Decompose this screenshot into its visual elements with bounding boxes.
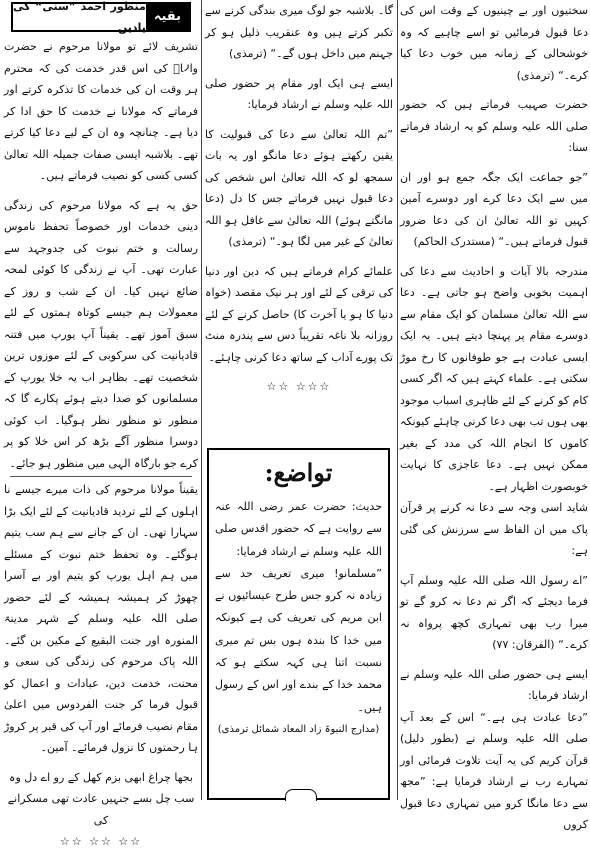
hadith-text: ”مسلمانو! میری تعریف حد سے زیادہ نہ کرو جس طرح عیسائیوں نے ابن مریم کی تعریف کی ہے کیونکہ میں خدا کا بندہ ہوں بس تم میری نسبت اتنا ہی کہہ سکتے ہو کہ محمد خدا کے بندے اور اس کے رسول ہیں۔	[215, 566, 382, 714]
paragraph: ایسے ہی ایک اور مقام پر حضور صلی اللہ علیہ وسلم نے ارشاد فرمایا:	[205, 76, 393, 111]
paragraph: شاید اسی وجہ سے دعا نہ کرنے پر قرآن پاک میں ان الفاظ سے سرزنش کی گئی ہے:	[400, 501, 588, 557]
quote-paragraph: ”جو جماعت ایک جگہ جمع ہو اور ان میں سے ایک دعا کرے اور دوسرے آمین کہیں تو اللہ تعالیٰ ان کی دعا ضرور قبول فرماتے ہیں۔“ (مستدرک الحاکم)	[400, 170, 588, 248]
quote-paragraph: ”تم اللہ تعالیٰ سے دعا کی قبولیت کا یقین رکھتے ہوئے دعا مانگو اور یہ بات سمجھ لو کہ اللہ تعالیٰ اس شخص کی دعا قبول نہیں فرماتے جس کا دل (دعا مانگتے ہوئے) اللہ تعالیٰ سے غافل ہو اللہ تعالیٰ کے غیر میں لگا ہو۔“ (ترمذی)	[205, 127, 393, 248]
continued-title: منظور احمد ”سنی“ کی یادیں	[13, 0, 146, 34]
continued-tag: بقیہ	[146, 4, 189, 30]
column-divider	[397, 0, 398, 800]
paragraph: ایسے ہی حضور صلی اللہ علیہ وسلم نے ارشاد فرمایا:	[400, 667, 588, 702]
continued-heading	[11, 2, 191, 32]
paragraph: سختیوں اور بے چینیوں کے وقت اس کی دعا قبول فرمائیں تو اسے چاہیے کہ وہ خوشحالی کے زمانہ میں خوب دعا کیا کرے۔“ (ترمذی)	[400, 4, 588, 82]
column-divider	[201, 0, 202, 800]
paragraph: حضرت صہیب فرماتے ہیں کہ حضور صلی اللہ علیہ وسلم کو یہ ارشاد فرماتے سنا:	[400, 98, 588, 154]
article-column-right	[400, 0, 588, 836]
article-column-left	[4, 0, 198, 853]
tawazo-box	[207, 448, 390, 800]
paragraph: مندرجہ بالا آیات و احادیث سے دعا کی اہمیت بخوبی واضح ہو جاتی ہے۔ دعا سے اللہ تعالیٰ مسلمان کو ایک مقام سے دوسرے مقام پر پہنچا دیتے ہیں۔ یہ ایک ایسی عبادت ہے جو طوفانوں کا رخ موڑ سکتی ہے۔ علماء کہتے ہیں کہ اگر کسی کام کو کرنے کے لئے ظاہری اسباب موجود بھی ہوں تب بھی دعا کرنی چاہئے کیونکہ کاموں کا انجام اللہ کی مدد کے بغیر ممکن نہیں ہے۔ دعا عاجزی کا نہایت خوبصورت اظہار ہے۔	[400, 264, 588, 493]
hadith-intro: حدیث: حضرت عمر رضی اللہ عنہ سے روایت ہے کہ حضور اقدس صلی اللہ علیہ وسلم نے ارشاد فرمایا:	[215, 500, 382, 558]
quote-paragraph: ”اے رسول اللہ صلی اللہ علیہ وسلم آپ فرما دیجئے کہ اگر تم دعا نہ کرو گے تو میرا رب بھی تمہاری کچھ پرواہ نہ کرے۔“ (الفرقان: ۷۷)	[400, 573, 588, 651]
star-separator: ☆☆ ☆☆ ☆☆	[59, 835, 143, 848]
hadith-source: (مدارج النبوۃ زاد المعاد شمائل ترمذی)	[217, 723, 380, 735]
divider	[10, 476, 192, 477]
verse: بجھا چراغ ابھی بزم کھل کے رو اے دل وہ سب چل بسے جنہیں عادت تھی مسکرانے کی	[7, 770, 195, 827]
paragraph: یقیناً مولانا مرحوم کی ذات میرے جیسے نا اہلوں کے لئے تردید قادیانیت کے لئے ایک بڑا سہارا تھی۔ ان کے جانے سے ہم سب یتیم ہوگئے۔ وہ تحفظ ختم نبوت کے مسئلے میں ہم اہل یورپ کو یتیم اور بے آسرا چھوڑ کر ہمیشہ ہمیشہ کے لئے حضور صلی اللہ علیہ وسلم کے شہر مدینۃ المنورہ اور جنت البقیع کے مکین بن گئے۔ اللہ پاک مرحوم کی زندگی کی سعی و محنت، خدمت دین، عبادات و اعمال کو قبول فرما کر جنت الفردوس میں اعلیٰ مقام نصیب فرمائے اور آپ کی قبر پر کروڑ ہا رحمتوں کا نزول فرمائے۔ آمین۔	[4, 483, 198, 754]
box-title: تواضع:	[264, 458, 333, 487]
quote-paragraph: ”دعا عبادت ہی ہے۔“ اس کے بعد آپ صلی اللہ علیہ وسلم نے (بطور دلیل) قرآن کریم کی یہ آیت تلاوت فرمائی اور تمہارے رب نے ارشاد فرمایا ہے: ”مجھ سے دعا مانگا کرو میں تمہاری دعا قبول کروں	[400, 710, 588, 831]
paragraph: تشریف لائے تو مولانا مرحوم نے حضرت والاؒ کی اس قدر خدمت کی کہ محترم ہر وقت ان کی خدمات کا تذکرہ کرتے اور فرماتے کہ مولانا نے خدمت کا حق ادا کر دیا ہے۔ چنانچہ وہ ان کے لیے دعا کیا کرتے تھے۔ بلاشبہ ایسی صفات جمیلہ اللہ تعالیٰ کسی کسی کو نصیب فرماتے ہیں۔	[4, 40, 198, 182]
paragraph: علمائے کرام فرماتے ہیں کہ دین اور دنیا کی ترقی کے لئے اور ہر نیک مقصد (خواہ دنیا کا ہو یا آخرت کا) حاصل کرنے کے لئے روزانہ بلا ناغہ تقریباً دس سے پندرہ منٹ تک پورے آداب کے ساتھ دعا کرنی چاہئے۔	[205, 264, 393, 364]
page-number-tab	[285, 789, 317, 801]
paragraph: گا۔ بلاشبہ جو لوگ میری بندگی کرنے سے تکبر کرتے ہیں وہ عنقریب ذلیل ہو کر جہنم میں داخل ہوں گے۔“ (ترمذی)	[205, 4, 393, 60]
article-column-middle	[205, 0, 393, 398]
star-separator: ☆☆☆ ☆☆	[266, 380, 332, 393]
paragraph: حق یہ ہے کہ مولانا مرحوم کی زندگی دینی خدمات اور خصوصاً تحفظ ناموس رسالت و ختم نبوت کی جدوجہد سے عبارت تھی۔ آپ نے زندگی کا کوئی لمحہ ضائع نہیں کیا۔ ان کے شب و روز کے معمولات ہم جیسے کوتاہ ہمتوں کے لئے سبق آموز تھے۔ یقیناً آپ یورپ میں فتنہ قادیانیت کی سرکوبی کے لئے موزوں ترین شخصیت تھے۔ بظاہر اب یہ خلا یورپ کے مسلمانوں کو صدا دیتے ہوئے پکارے گا کہ منظور تو منظور نظر ہوگیا۔ اب کوئی دوسرا منظور آگے بڑھ کر اس خلا کو پر کرے جو بارگاہ الہی میں منظور ہو جائے۔	[4, 198, 198, 470]
